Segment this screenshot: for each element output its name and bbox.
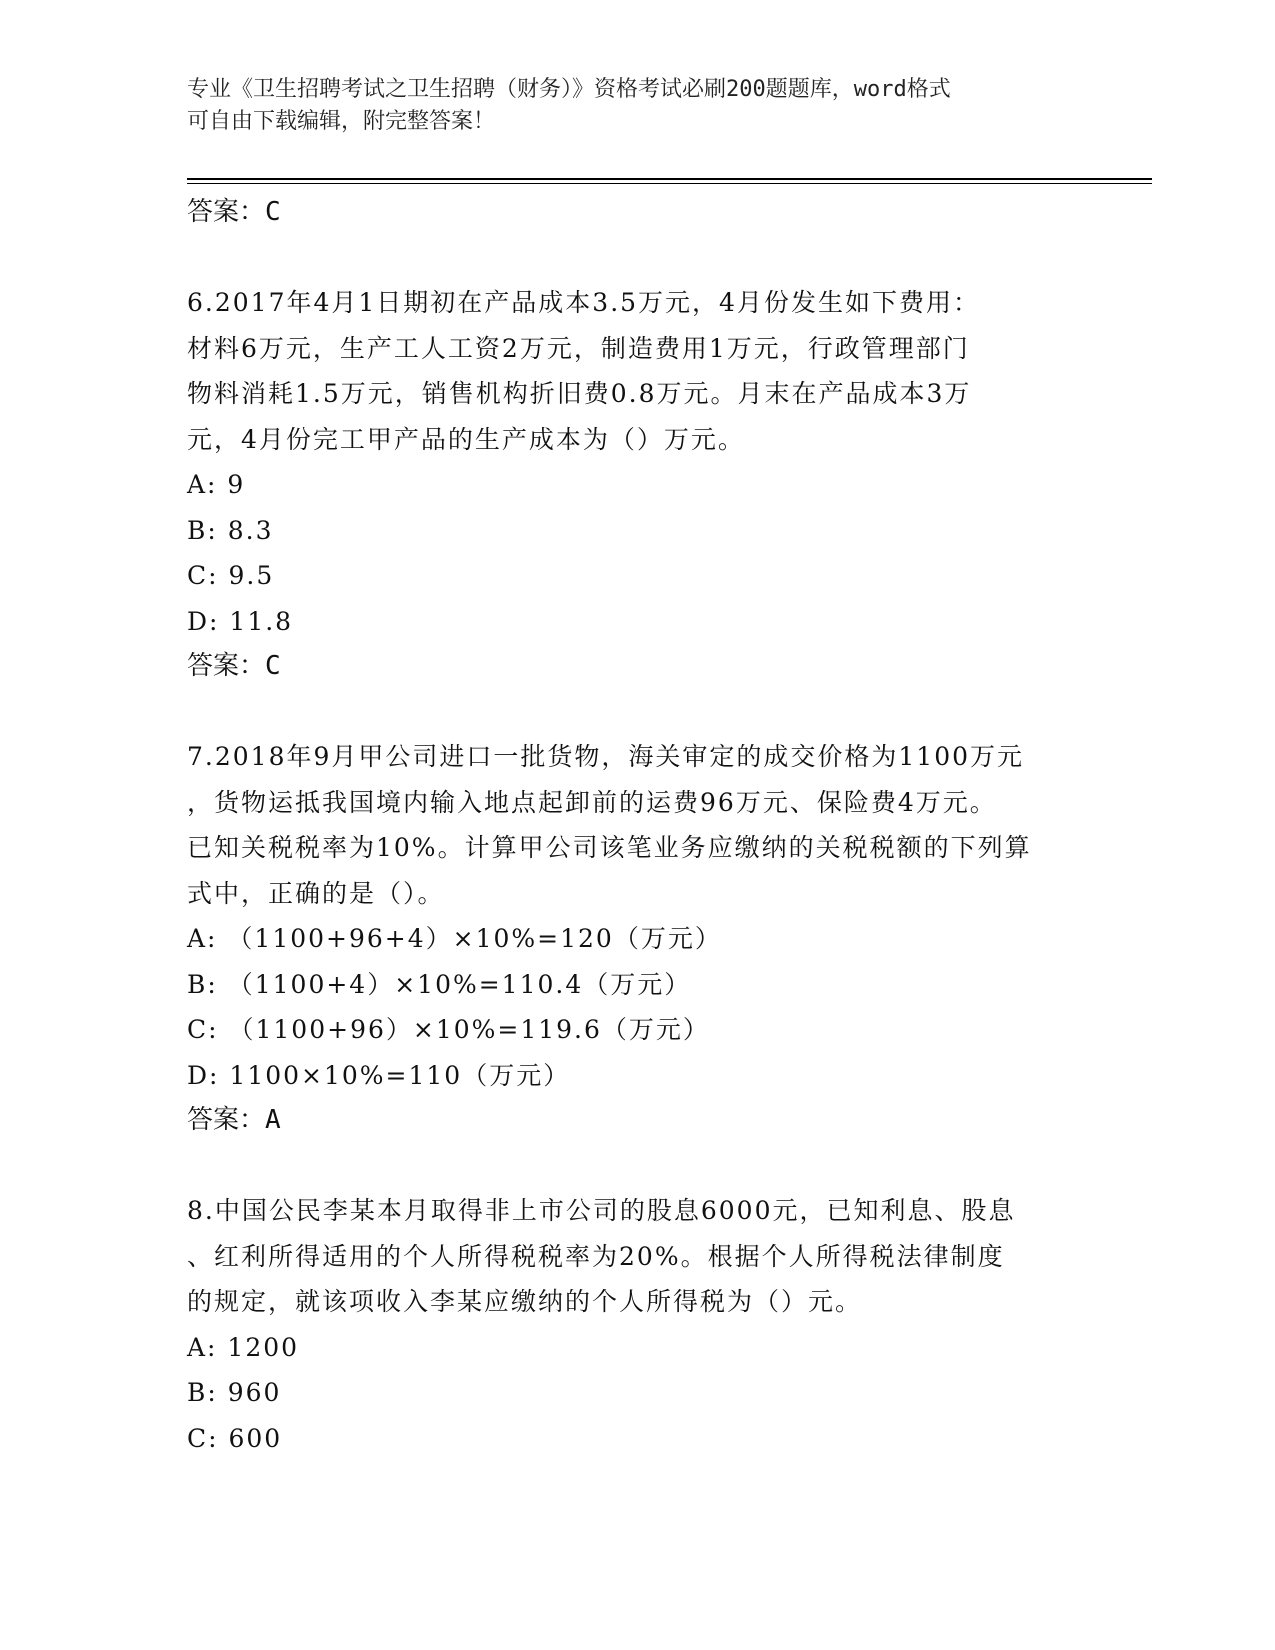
answer-line: 答案：C bbox=[187, 651, 281, 681]
question-text-line: 6.2017年4月1日期初在产品成本3.5万元，4月份发生如下费用： bbox=[187, 288, 980, 317]
header-line: 专业《卫生招聘考试之卫生招聘（财务）》资格考试必刷200题题库，word格式 bbox=[187, 77, 951, 102]
option-b: B: （1100+4）×10%=110.4（万元） bbox=[187, 969, 692, 999]
spacer bbox=[187, 689, 1087, 734]
question-text-line: 式中，正确的是（）。 bbox=[187, 878, 445, 908]
question-text-line: 的规定，就该项收入李某应缴纳的个人所得税为（）元。 bbox=[187, 1287, 863, 1316]
question-text-line: 元，4月份完工甲产品的生产成本为（）万元。 bbox=[187, 424, 745, 454]
option-b: B: 960 bbox=[187, 1378, 282, 1407]
option-d: D: 11.8 bbox=[187, 606, 294, 636]
question-text-line: 材料6万元，生产工人工资2万元，制造费用1万元，行政管理部门 bbox=[187, 333, 970, 363]
option-a: A: （1100+96+4）×10%=120（万元） bbox=[187, 924, 722, 953]
document-header bbox=[187, 74, 1067, 138]
option-b: B: 8.3 bbox=[187, 515, 274, 545]
option-d: D: 1100×10%=110（万元） bbox=[187, 1060, 571, 1090]
question-text-line: 物料消耗1.5万元，销售机构折旧费0.8万元。月末在产品成本3万 bbox=[187, 379, 972, 408]
option-c: C: 9.5 bbox=[187, 561, 275, 590]
question-text-line: 、红利所得适用的个人所得税税率为20%。根据个人所得税法律制度 bbox=[187, 1241, 1005, 1271]
option-c: C: （1100+96）×10%=119.6（万元） bbox=[187, 1015, 710, 1044]
question-text-line: 7.2018年9月甲公司进口一批货物，海关审定的成交价格为1100万元 bbox=[187, 742, 1025, 771]
option-c: C: 600 bbox=[187, 1423, 283, 1453]
question-text-line: 8.中国公民李某本月取得非上市公司的股息6000元，已知利息、股息 bbox=[187, 1196, 1016, 1225]
document-body bbox=[187, 190, 1087, 1461]
spacer bbox=[187, 235, 1087, 280]
question-text-line: 已知关税税率为10%。计算甲公司该笔业务应缴纳的关税税额的下列算 bbox=[187, 833, 1032, 862]
answer-line: 答案：C bbox=[187, 197, 281, 227]
question-6 bbox=[187, 280, 1087, 689]
spacer bbox=[187, 1143, 1087, 1188]
question-7 bbox=[187, 734, 1087, 1143]
question-8 bbox=[187, 1188, 1087, 1461]
header-rule-thick bbox=[187, 178, 1152, 180]
answer-line: 答案：A bbox=[187, 1105, 281, 1135]
question-text-line: ，货物运抵我国境内输入地点起卸前的运费96万元、保险费4万元。 bbox=[187, 787, 997, 817]
option-a: A: 1200 bbox=[187, 1332, 300, 1362]
header-rule-thin bbox=[187, 183, 1152, 184]
option-a: A: 9 bbox=[187, 470, 246, 499]
header-line: 可自由下载编辑，附完整答案！ bbox=[187, 109, 496, 134]
